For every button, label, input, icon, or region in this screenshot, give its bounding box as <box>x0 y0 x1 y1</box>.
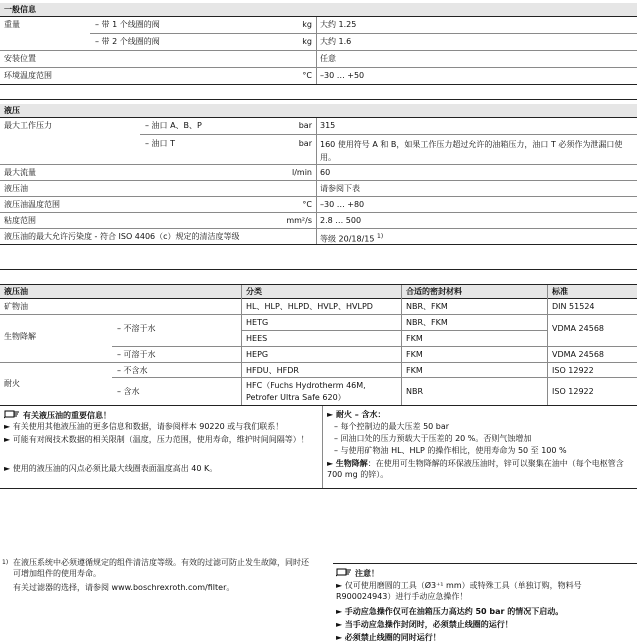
port-t-unit: bar <box>298 139 312 148</box>
nowater-label: – 不含水 <box>117 366 148 375</box>
water-class-1: HFC（Fuchs Hydrotherm 46M, <box>246 381 366 390</box>
bio-note: ► 生物降解：在使用可生物降解的环保液压油时，锌可以聚集在油中（每个电枢管含 700 mg 的锌）。 <box>327 459 624 479</box>
visc-unit: mm²/s <box>286 216 312 225</box>
weight-row2-desc: – 带 2 个线圈的阀 <box>95 37 160 46</box>
general-header-bar <box>0 3 637 16</box>
caution-bullet-2: ► 手动应急操作仅可在油箱压力高达约 50 bar 的情况下启动。 <box>336 607 564 616</box>
mount-label: 安装位置 <box>4 54 36 63</box>
mineral-seal: NBR、FKM <box>406 302 448 311</box>
hand-pointer-icon <box>336 567 352 580</box>
mineral-class: HL、HLP、HLPD、HVLP、HVLPD <box>246 302 373 311</box>
port-t-desc: – 油口 T <box>145 139 175 148</box>
mineral-label: 矿物油 <box>4 302 28 311</box>
visc-label: 粘度范围 <box>4 216 36 225</box>
maxflow-label: 最大流量 <box>4 168 36 177</box>
weight-row1-value: 大约 1.25 <box>320 20 357 29</box>
water-std: ISO 12922 <box>552 387 594 396</box>
col-header-class: 分类 <box>246 287 262 296</box>
weight-row1-desc: – 带 1 个线圈的阀 <box>95 20 160 29</box>
water-seal: NBR <box>406 387 424 396</box>
important-note-heading: 有关液压油的重要信息！ <box>4 409 111 422</box>
port-abp-unit: bar <box>298 121 312 130</box>
weight-label: 重量 <box>4 20 20 29</box>
hydraulic-title: 液压 <box>4 106 20 115</box>
soluble-std: VDMA 24568 <box>552 350 604 359</box>
mount-value: 任意 <box>320 54 336 63</box>
port-t-value: 160 使用符号 A 和 B，如果工作压力超过允许的油箱压力，油口 T 必须作为泄漏口使用。 <box>320 140 623 162</box>
ambient-label: 环境温度范围 <box>4 71 52 80</box>
weight-row2-unit: kg <box>302 37 312 46</box>
caution-bullet-4: ► 必须禁止线圈的同时运行！ <box>336 633 441 642</box>
fire-label: 耐火 <box>4 379 20 388</box>
fire-note-item-2: – 回油口处的压力预载大于压差的 20 %。否则气蚀增加 <box>334 434 532 443</box>
fluid-table-header-bar <box>0 284 637 298</box>
insoluble-std: VDMA 24568 <box>552 324 604 333</box>
hydraulic-header-bar <box>0 104 637 117</box>
maxflow-unit: l/min <box>291 168 312 177</box>
important-bullet-1: ► 有关使用其他液压油的更多信息和数据，请参阅样本 90220 或与我们联系！ <box>4 422 284 431</box>
caution-heading: 注意！ <box>336 567 379 580</box>
weight-row1-unit: kg <box>302 20 312 29</box>
mineral-std: DIN 51524 <box>552 302 595 311</box>
visc-value: 2.8 … 500 <box>320 216 362 225</box>
fluidtemp-label: 液压油温度范围 <box>4 200 60 209</box>
ambient-value: –30 … +50 <box>320 71 365 80</box>
col-header-fluid: 液压油 <box>4 287 28 296</box>
clean-value: 等级 20/18/15 $^{1)}$ <box>320 233 384 244</box>
col-header-std: 标准 <box>552 287 568 296</box>
fire-note-heading: ► 耐火 – 含水： <box>327 410 386 419</box>
fluid-value: 请参阅下表 <box>320 184 360 193</box>
fire-note-item-3: – 与使用矿物油 HL、HLP 的操作相比，使用寿命为 50 至 100 % <box>334 446 567 455</box>
hees-seal: FKM <box>406 334 423 343</box>
ambient-unit: °C <box>302 71 312 80</box>
nowater-seal: FKM <box>406 366 423 375</box>
fluidtemp-value: –30 … +80 <box>320 200 365 209</box>
footnote-link-text: 有关过滤器的选择，请参阅 www.boschrexroth.com/filter。 <box>13 583 235 592</box>
hepg-seal: FKM <box>406 350 423 359</box>
clean-label: 液压油的最大允许污染度 - 符合 ISO 4406（c）规定的清洁度等级 <box>4 232 240 241</box>
nowater-std: ISO 12922 <box>552 366 594 375</box>
fluid-label: 液压油 <box>4 184 28 193</box>
hetg-seal: NBR、FKM <box>406 318 448 327</box>
hees-class: HEES <box>246 334 268 343</box>
bio-label: 生物降解 <box>4 332 36 341</box>
important-bullet-3: ► 使用的液压油的闪点必须比最大线圈表面温度高出 40 K。 <box>4 464 218 473</box>
caution-bullet-1: ► 仅可使用磨圆的工具（Ø3⁺¹ mm）或特殊工具（单独订购，物料号 R900024943）进行手动应急操作！ <box>336 581 582 601</box>
soluble-label: – 可溶于水 <box>117 350 156 359</box>
water-class-2: Petrofer Ultra Safe 620） <box>246 393 346 402</box>
col-header-seal: 合适的密封材料 <box>406 287 462 296</box>
water-label: – 含水 <box>117 387 140 396</box>
hetg-class: HETG <box>246 318 269 327</box>
general-title: 一般信息 <box>4 5 36 14</box>
footnote-marker: 1) <box>2 559 9 566</box>
footnote-text: 在液压系统中必须遵循规定的组件清洁度等级。有效的过滤可防止发生故障，同时还可增加组件的使用寿命。 <box>13 558 309 578</box>
maxflow-value: 60 <box>320 168 331 177</box>
weight-row2-value: 大约 1.6 <box>320 37 352 46</box>
hepg-class: HEPG <box>246 350 269 359</box>
insoluble-label: – 不溶于水 <box>117 324 156 333</box>
port-abp-desc: – 油口 A、B、P <box>145 121 202 130</box>
caution-bullet-3: ► 当手动应急操作封闭时，必须禁止线圈的运行！ <box>336 620 513 629</box>
nowater-class: HFDU、HFDR <box>246 366 299 375</box>
important-bullet-2: ► 可能有对阀技术数据的相关限制（温度，压力范围，使用寿命，维护时间间隔等）！ <box>4 435 309 444</box>
port-abp-value: 315 <box>320 121 336 130</box>
fluidtemp-unit: °C <box>302 200 312 209</box>
fire-note-item-1: – 每个控制边的最大压差 50 bar <box>334 422 450 431</box>
maxpress-label: 最大工作压力 <box>4 121 52 130</box>
